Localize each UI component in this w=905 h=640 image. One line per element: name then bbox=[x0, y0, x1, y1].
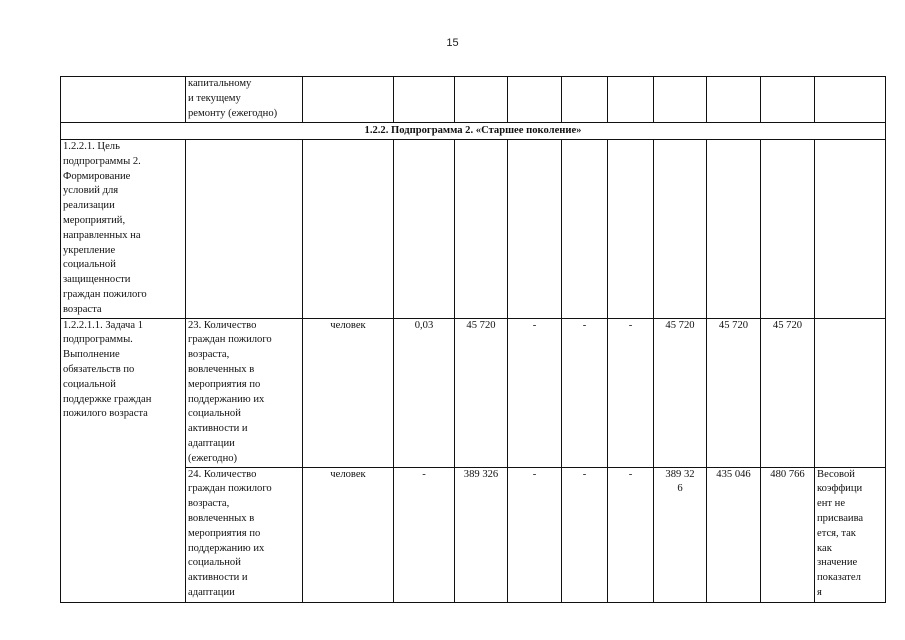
task-cell: 1.2.2.1.1. Задача 1 подпрограммы. Выполнение обязательств по социальной поддержке граждан пожилого возраста bbox=[61, 318, 186, 602]
note-cell: Весовой коэффици ент не присваива ется, так как значение показател я bbox=[815, 467, 886, 602]
value-cell bbox=[455, 140, 508, 319]
goal-cell: 1.2.2.1. Цель подпрограммы 2. Формирование условий для реализации мероприятий, направленных на укрепление социальной защищенности граждан пожилого возраста bbox=[61, 140, 186, 319]
table-row-continuation bbox=[61, 77, 886, 123]
section-title: 1.2.2. Подпрограмма 2. «Старшее поколение» bbox=[61, 123, 886, 140]
value-cell: - bbox=[562, 318, 608, 467]
weight-cell: 0,03 bbox=[394, 318, 455, 467]
value-cell: 389 32 6 bbox=[654, 467, 707, 602]
value-cell: 45 720 bbox=[455, 318, 508, 467]
value-cell bbox=[608, 140, 654, 319]
value-cell bbox=[707, 77, 761, 123]
value-cell: - bbox=[608, 467, 654, 602]
value-cell bbox=[761, 77, 815, 123]
note-cell bbox=[815, 318, 886, 467]
weight-cell bbox=[394, 140, 455, 319]
page-number: 15 bbox=[446, 37, 459, 49]
value-cell bbox=[608, 77, 654, 123]
goal-cell-empty bbox=[61, 77, 186, 123]
value-cell: 45 720 bbox=[654, 318, 707, 467]
value-cell bbox=[707, 140, 761, 319]
table-row-goal bbox=[61, 140, 886, 319]
indicator-cell bbox=[186, 140, 303, 319]
indicators-table bbox=[60, 76, 886, 603]
unit-cell bbox=[303, 140, 394, 319]
weight-cell: - bbox=[394, 467, 455, 602]
value-cell bbox=[562, 77, 608, 123]
value-cell: 45 720 bbox=[761, 318, 815, 467]
value-cell bbox=[455, 77, 508, 123]
indicator-cell: 23. Количество граждан пожилого возраста, вовлеченных в мероприятия по поддержанию их социальной активности и адаптации (ежегодно) bbox=[186, 318, 303, 467]
value-cell: - bbox=[562, 467, 608, 602]
value-cell: - bbox=[608, 318, 654, 467]
value-cell: - bbox=[508, 318, 562, 467]
indicator-cell: капитальному и текущему ремонту (ежегодно) bbox=[186, 77, 303, 123]
weight-cell bbox=[394, 77, 455, 123]
section-row bbox=[61, 123, 886, 140]
value-cell: 389 326 bbox=[455, 467, 508, 602]
value-cell bbox=[761, 140, 815, 319]
unit-cell: человек bbox=[303, 318, 394, 467]
indicator-cell: 24. Количество граждан пожилого возраста, вовлеченных в мероприятия по поддержанию их социальной активности и адаптации bbox=[186, 467, 303, 602]
note-cell bbox=[815, 140, 886, 319]
value-cell: - bbox=[508, 467, 562, 602]
unit-cell: человек bbox=[303, 467, 394, 602]
value-cell bbox=[562, 140, 608, 319]
value-cell bbox=[508, 77, 562, 123]
value-cell: 480 766 bbox=[761, 467, 815, 602]
table-row-indicator-23 bbox=[61, 318, 886, 467]
value-cell bbox=[654, 77, 707, 123]
value-cell: 45 720 bbox=[707, 318, 761, 467]
unit-cell bbox=[303, 77, 394, 123]
note-cell bbox=[815, 77, 886, 123]
value-cell: 435 046 bbox=[707, 467, 761, 602]
value-cell bbox=[508, 140, 562, 319]
value-cell bbox=[654, 140, 707, 319]
